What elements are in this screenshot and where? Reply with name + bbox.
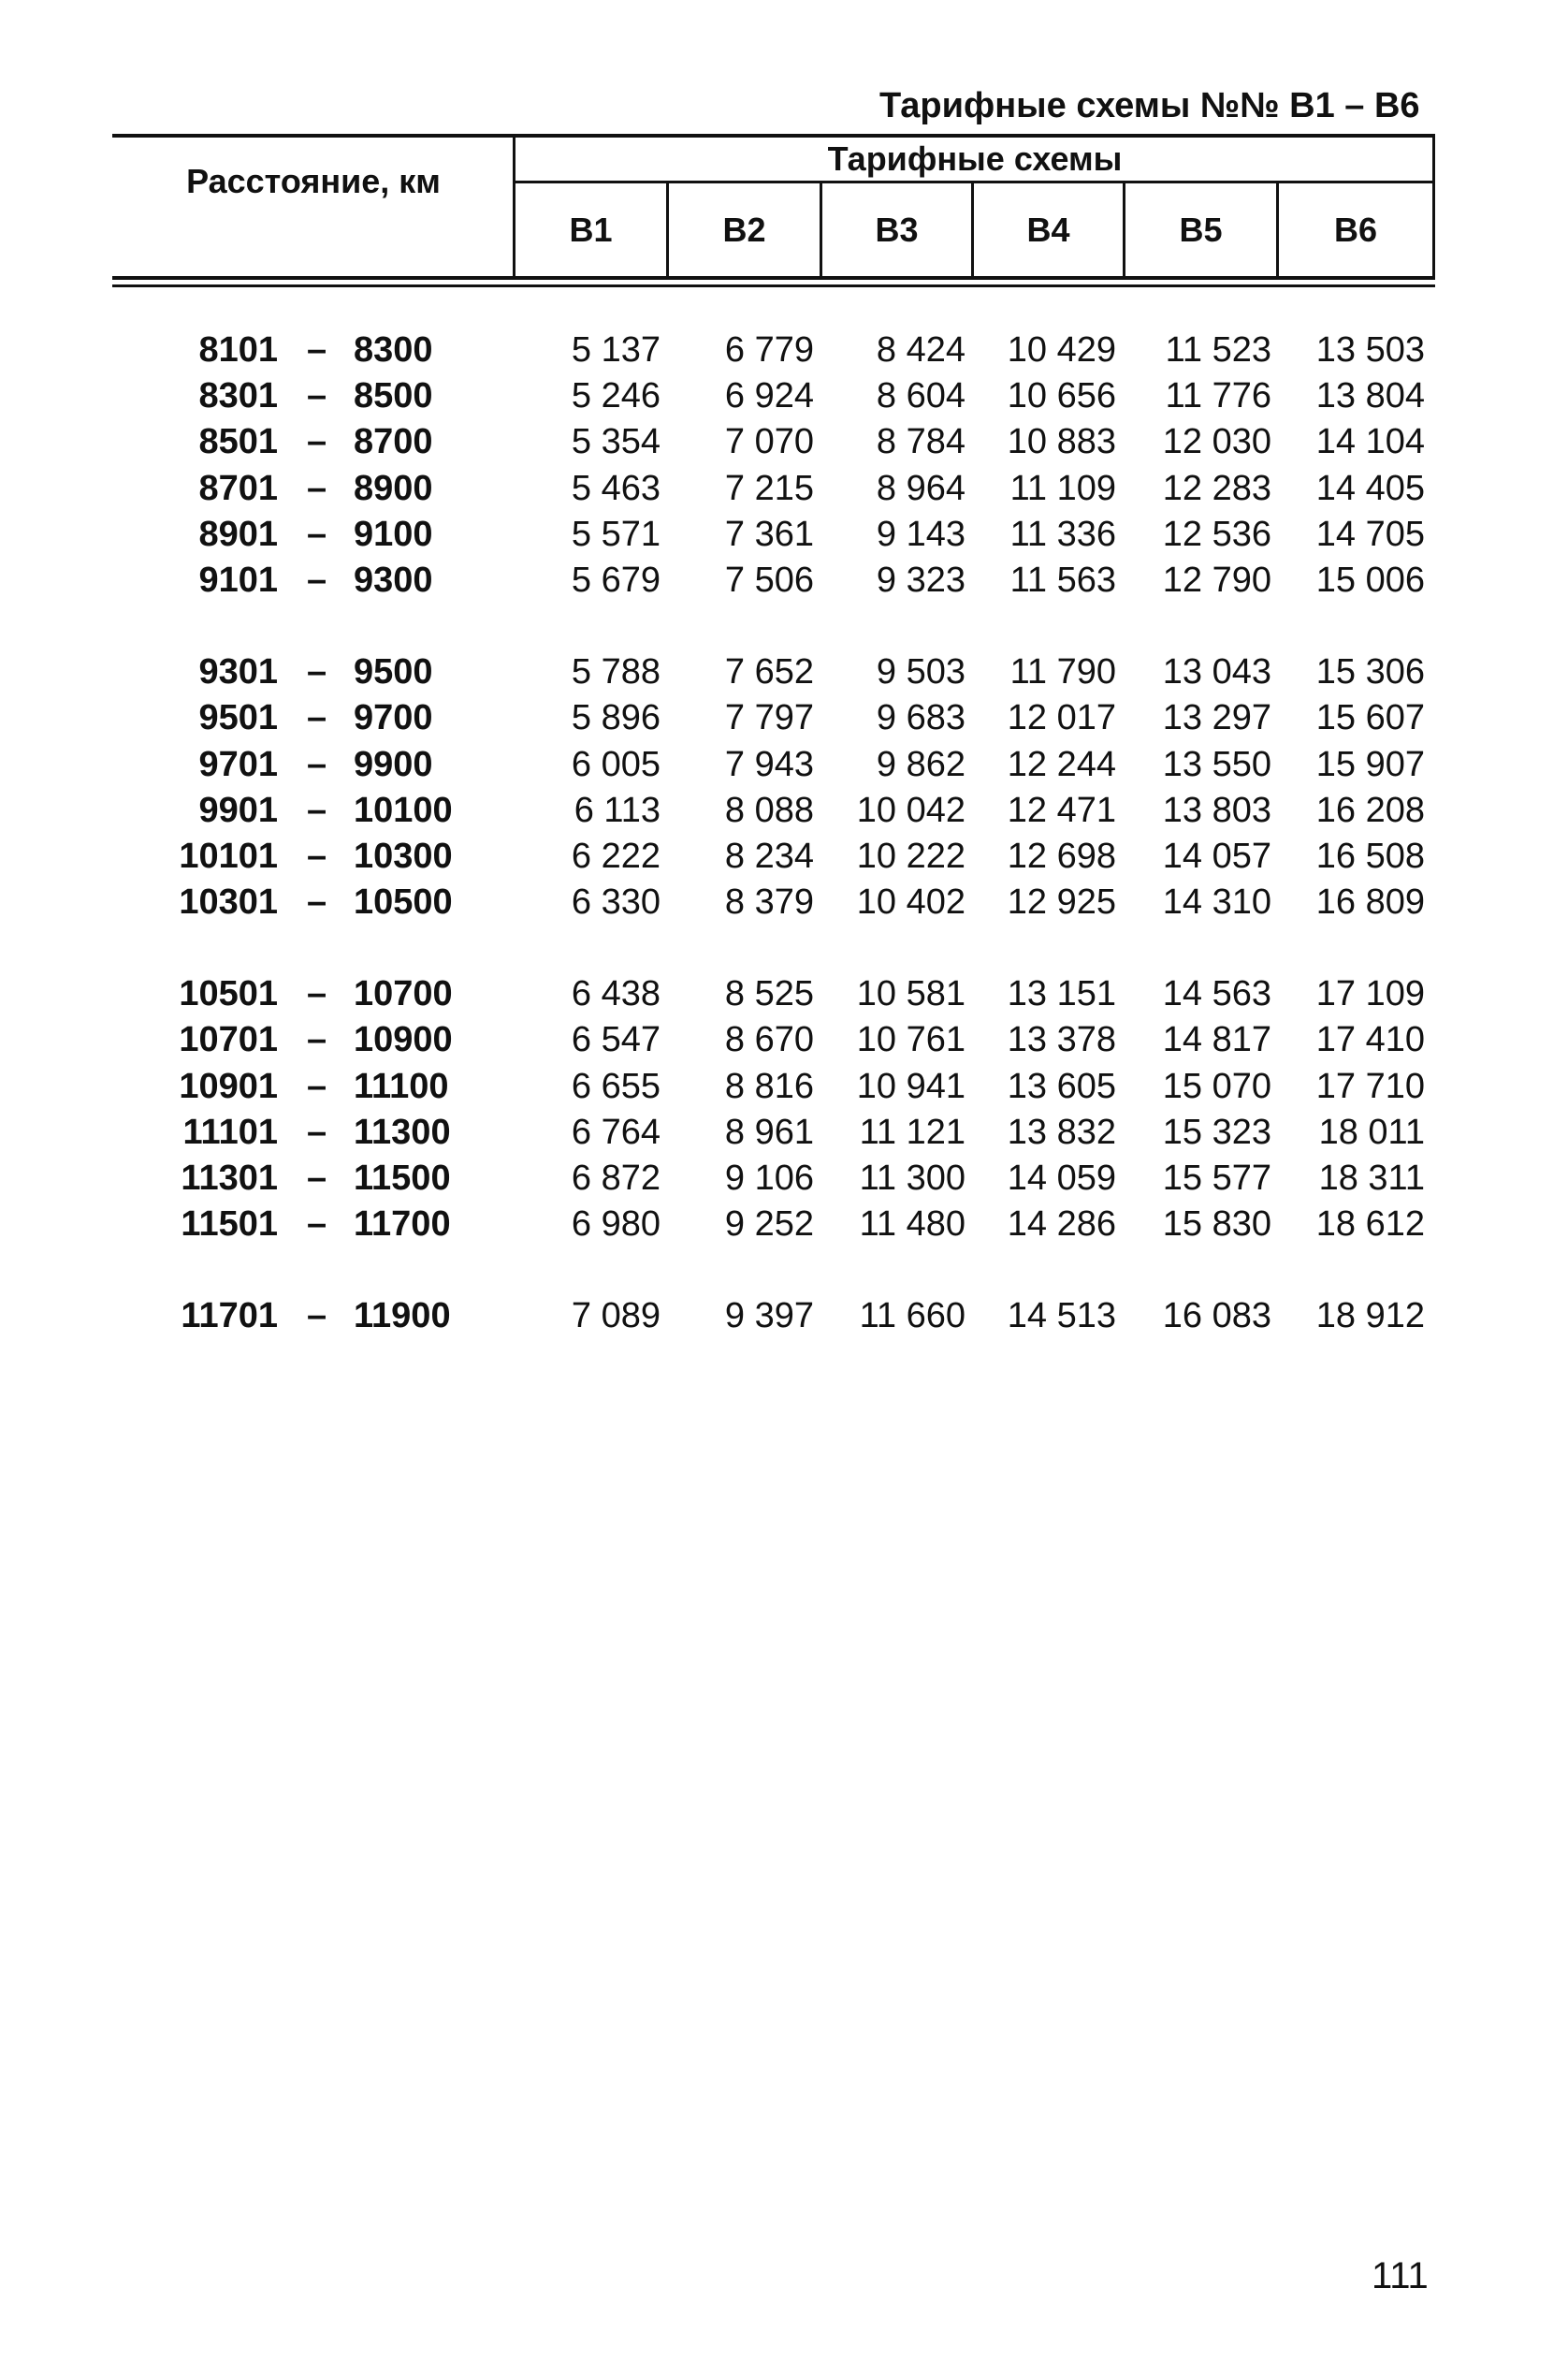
column-header-b5: В5 <box>1179 211 1223 249</box>
range-dash: – <box>307 468 327 508</box>
tariff-value-b2: 8 234 <box>724 836 814 876</box>
distance-to: 10900 <box>354 1020 453 1060</box>
distance-to: 9500 <box>354 652 433 692</box>
distance-label: Расстояние, км <box>186 162 441 200</box>
range-dash: – <box>307 1159 327 1198</box>
distance-to: 11100 <box>354 1066 449 1106</box>
range-dash: – <box>307 882 327 923</box>
distance-to: 10500 <box>354 882 453 923</box>
tariff-value-b6: 14 705 <box>1315 514 1425 554</box>
distance-to: 11900 <box>354 1296 451 1336</box>
tariff-value-b6: 16 809 <box>1315 882 1425 923</box>
distance-from: 11501 <box>181 1204 278 1245</box>
tariff-value-b2: 7 943 <box>724 744 814 784</box>
tariff-value-b4: 14 059 <box>1007 1159 1116 1198</box>
tariff-value-b6: 18 311 <box>1318 1159 1425 1198</box>
tariff-value-b6: 13 804 <box>1315 376 1425 416</box>
tariff-value-b5: 16 083 <box>1162 1296 1271 1336</box>
table-row <box>0 880 1568 926</box>
distance-to: 9700 <box>354 698 433 738</box>
tariff-value-b5: 13 803 <box>1162 790 1271 830</box>
header-bottom-rule <box>112 276 1435 280</box>
tariff-value-b6: 18 612 <box>1315 1204 1425 1245</box>
tariff-value-b2: 8 961 <box>724 1112 814 1152</box>
table-row <box>0 971 1568 1017</box>
table-row <box>0 328 1568 373</box>
distance-from: 9301 <box>198 652 278 692</box>
table-body <box>0 328 1568 1340</box>
tariff-value-b4: 12 017 <box>1007 698 1116 738</box>
tariff-value-b2: 7 652 <box>724 652 814 692</box>
range-dash: – <box>307 330 327 370</box>
tariff-value-b4: 13 151 <box>1007 974 1116 1014</box>
distance-from: 11101 <box>182 1112 278 1152</box>
distance-from: 9501 <box>198 698 278 738</box>
divider <box>1432 138 1435 278</box>
distance-from: 10301 <box>179 882 278 923</box>
table-caption: Тарифные схемы №№ В1 – В6 <box>879 86 1420 125</box>
tariff-value-b5: 15 830 <box>1162 1204 1271 1245</box>
table-row <box>0 788 1568 834</box>
tariff-value-b3: 9 143 <box>876 514 965 554</box>
tariff-value-b3: 11 121 <box>859 1112 965 1152</box>
range-dash: – <box>307 698 327 738</box>
range-dash: – <box>307 560 327 600</box>
tariff-value-b4: 13 378 <box>1007 1020 1116 1060</box>
tariff-value-b5: 11 523 <box>1165 330 1271 370</box>
tariff-value-b2: 8 379 <box>724 882 814 923</box>
tariff-value-b3: 8 964 <box>876 468 965 508</box>
distance-to: 8300 <box>354 330 433 370</box>
tariff-value-b1: 6 005 <box>571 744 661 784</box>
group-label: Тарифные схемы <box>827 139 1123 178</box>
tariff-value-b5: 14 563 <box>1162 974 1271 1014</box>
tariff-value-b4: 10 883 <box>1007 422 1116 462</box>
tariff-value-b5: 15 577 <box>1162 1159 1271 1198</box>
page-number: 111 <box>1372 2255 1429 2296</box>
range-dash: – <box>307 1066 327 1106</box>
tariff-value-b1: 6 438 <box>571 974 661 1014</box>
range-dash: – <box>307 1296 327 1336</box>
tariff-value-b3: 11 480 <box>859 1204 965 1245</box>
distance-from: 8901 <box>198 514 278 554</box>
tariff-value-b5: 11 776 <box>1165 376 1271 416</box>
tariff-value-b4: 10 429 <box>1007 330 1116 370</box>
distance-to: 8500 <box>354 376 433 416</box>
tariff-value-b3: 8 424 <box>876 330 965 370</box>
tariff-value-b4: 12 244 <box>1007 744 1116 784</box>
tariff-value-b4: 10 656 <box>1007 376 1116 416</box>
distance-from: 8101 <box>198 330 278 370</box>
distance-from: 11701 <box>181 1296 278 1336</box>
column-header-b1: В1 <box>569 211 613 249</box>
range-dash: – <box>307 790 327 830</box>
tariff-value-b1: 6 764 <box>571 1112 661 1152</box>
tariff-value-b5: 15 323 <box>1162 1112 1271 1152</box>
tariff-value-b2: 7 070 <box>724 422 814 462</box>
table-row <box>0 649 1568 695</box>
range-dash: – <box>307 836 327 876</box>
tariff-value-b2: 7 215 <box>724 468 814 508</box>
tariff-value-b2: 7 361 <box>724 514 814 554</box>
tariff-value-b1: 5 463 <box>571 468 661 508</box>
tariff-value-b5: 14 310 <box>1162 882 1271 923</box>
tariff-value-b6: 17 710 <box>1315 1066 1425 1106</box>
column-header-b6: В6 <box>1333 211 1378 249</box>
distance-from: 10101 <box>179 836 278 876</box>
tariff-value-b5: 12 536 <box>1162 514 1271 554</box>
table-row <box>0 373 1568 419</box>
tariff-value-b1: 6 222 <box>571 836 661 876</box>
tariff-value-b3: 10 222 <box>856 836 965 876</box>
table-row <box>0 742 1568 788</box>
tariff-value-b3: 10 581 <box>856 974 965 1014</box>
distance-from: 8701 <box>198 468 278 508</box>
tariff-value-b4: 11 336 <box>1009 514 1116 554</box>
tariff-value-b6: 17 410 <box>1315 1020 1425 1060</box>
tariff-value-b2: 8 670 <box>724 1020 814 1060</box>
tariff-value-b1: 5 354 <box>571 422 661 462</box>
distance-from: 11301 <box>181 1159 278 1198</box>
tariff-value-b1: 5 679 <box>571 560 661 600</box>
tariff-value-b3: 10 941 <box>856 1066 965 1106</box>
range-dash: – <box>307 376 327 416</box>
distance-to: 8700 <box>354 422 433 462</box>
table-row <box>0 1202 1568 1247</box>
distance-from: 8501 <box>198 422 278 462</box>
range-dash: – <box>307 1204 327 1245</box>
tariff-value-b2: 9 106 <box>724 1159 814 1198</box>
distance-to: 10100 <box>354 790 453 830</box>
table-row <box>0 1293 1568 1339</box>
tariff-value-b1: 7 089 <box>571 1296 661 1336</box>
distance-to: 11700 <box>354 1204 451 1245</box>
distance-from: 10901 <box>179 1066 278 1106</box>
tariff-value-b1: 6 113 <box>573 790 661 830</box>
range-dash: – <box>307 1020 327 1060</box>
tariff-value-b2: 6 924 <box>724 376 814 416</box>
range-dash: – <box>307 422 327 462</box>
tariff-value-b4: 14 513 <box>1007 1296 1116 1336</box>
column-header-b3: В3 <box>875 211 919 249</box>
tariff-value-b4: 11 109 <box>1009 468 1116 508</box>
distance-to: 9300 <box>354 560 433 600</box>
tariff-value-b6: 13 503 <box>1315 330 1425 370</box>
table-row <box>0 834 1568 880</box>
tariff-value-b1: 6 547 <box>571 1020 661 1060</box>
distance-from: 8301 <box>198 376 278 416</box>
tariff-value-b1: 5 896 <box>571 698 661 738</box>
tariff-value-b2: 8 525 <box>724 974 814 1014</box>
tariff-value-b6: 16 508 <box>1315 836 1425 876</box>
distance-to: 11500 <box>354 1159 451 1198</box>
tariff-value-b3: 10 761 <box>856 1020 965 1060</box>
tariff-value-b5: 14 057 <box>1162 836 1271 876</box>
tariff-value-b3: 9 323 <box>876 560 965 600</box>
tariff-value-b5: 13 043 <box>1162 652 1271 692</box>
tariff-value-b2: 7 506 <box>724 560 814 600</box>
tariff-value-b1: 5 788 <box>571 652 661 692</box>
tariff-value-b4: 11 563 <box>1009 560 1116 600</box>
tariff-value-b6: 15 607 <box>1315 698 1425 738</box>
tariff-value-b6: 16 208 <box>1315 790 1425 830</box>
tariff-value-b3: 11 660 <box>859 1296 965 1336</box>
distance-to: 11300 <box>354 1112 451 1152</box>
tariff-value-b3: 9 503 <box>876 652 965 692</box>
tariff-value-b5: 13 297 <box>1162 698 1271 738</box>
distance-to: 8900 <box>354 468 433 508</box>
tariff-value-b3: 8 784 <box>876 422 965 462</box>
tariff-value-b4: 11 790 <box>1009 652 1116 692</box>
tariff-value-b2: 7 797 <box>724 698 814 738</box>
tariff-value-b1: 6 655 <box>571 1066 661 1106</box>
tariff-value-b4: 12 698 <box>1007 836 1116 876</box>
tariff-value-b3: 11 300 <box>859 1159 965 1198</box>
table-row <box>0 1110 1568 1156</box>
tariff-value-b5: 14 817 <box>1162 1020 1271 1060</box>
column-header-b4: В4 <box>1026 211 1070 249</box>
range-dash: – <box>307 1112 327 1152</box>
range-dash: – <box>307 652 327 692</box>
tariff-value-b3: 10 042 <box>856 790 965 830</box>
table-row <box>0 1017 1568 1063</box>
distance-to: 9900 <box>354 744 433 784</box>
distance-from: 10501 <box>179 974 278 1014</box>
table-row <box>0 1156 1568 1202</box>
tariff-value-b4: 14 286 <box>1007 1204 1116 1245</box>
tariff-value-b6: 18 011 <box>1318 1112 1425 1152</box>
tariff-value-b1: 6 330 <box>571 882 661 923</box>
distance-to: 10700 <box>354 974 453 1014</box>
range-dash: – <box>307 974 327 1014</box>
header-bottom-rule-double <box>112 284 1435 287</box>
distance-from: 9701 <box>198 744 278 784</box>
tariff-value-b6: 14 104 <box>1315 422 1425 462</box>
tariff-value-b4: 12 925 <box>1007 882 1116 923</box>
tariff-value-b6: 15 006 <box>1315 560 1425 600</box>
tariff-value-b6: 15 306 <box>1315 652 1425 692</box>
tariff-value-b5: 12 283 <box>1162 468 1271 508</box>
range-dash: – <box>307 744 327 784</box>
tariff-value-b2: 8 088 <box>724 790 814 830</box>
tariff-value-b3: 10 402 <box>856 882 965 923</box>
tariff-value-b1: 6 980 <box>571 1204 661 1245</box>
distance-from: 10701 <box>179 1020 278 1060</box>
tariff-value-b2: 9 252 <box>724 1204 814 1245</box>
tariff-value-b5: 13 550 <box>1162 744 1271 784</box>
tariff-value-b6: 14 405 <box>1315 468 1425 508</box>
column-header-b2: В2 <box>722 211 766 249</box>
table-row <box>0 1064 1568 1110</box>
tariff-value-b6: 18 912 <box>1315 1296 1425 1336</box>
distance-to: 10300 <box>354 836 453 876</box>
tariff-value-b4: 13 605 <box>1007 1066 1116 1106</box>
distance-from: 9901 <box>198 790 278 830</box>
tariff-value-b2: 9 397 <box>724 1296 814 1336</box>
table-row <box>0 419 1568 465</box>
table-row <box>0 558 1568 604</box>
tariff-value-b1: 5 246 <box>571 376 661 416</box>
tariff-value-b2: 6 779 <box>724 330 814 370</box>
tariff-value-b3: 9 862 <box>876 744 965 784</box>
tariff-value-b6: 17 109 <box>1315 974 1425 1014</box>
tariff-value-b5: 12 030 <box>1162 422 1271 462</box>
tariff-value-b6: 15 907 <box>1315 744 1425 784</box>
tariff-value-b5: 15 070 <box>1162 1066 1271 1106</box>
table-header <box>112 134 1435 282</box>
tariff-value-b5: 12 790 <box>1162 560 1271 600</box>
table-row <box>0 466 1568 512</box>
tariff-value-b3: 8 604 <box>876 376 965 416</box>
distance-from: 9101 <box>198 560 278 600</box>
tariff-value-b1: 6 872 <box>571 1159 661 1198</box>
tariff-value-b4: 13 832 <box>1007 1112 1116 1152</box>
table-row <box>0 512 1568 558</box>
tariff-value-b1: 5 137 <box>571 330 661 370</box>
tariff-value-b3: 9 683 <box>876 698 965 738</box>
tariff-value-b2: 8 816 <box>724 1066 814 1106</box>
range-dash: – <box>307 514 327 554</box>
table-row <box>0 695 1568 741</box>
tariff-value-b4: 12 471 <box>1007 790 1116 830</box>
tariff-value-b1: 5 571 <box>571 514 661 554</box>
distance-to: 9100 <box>354 514 433 554</box>
